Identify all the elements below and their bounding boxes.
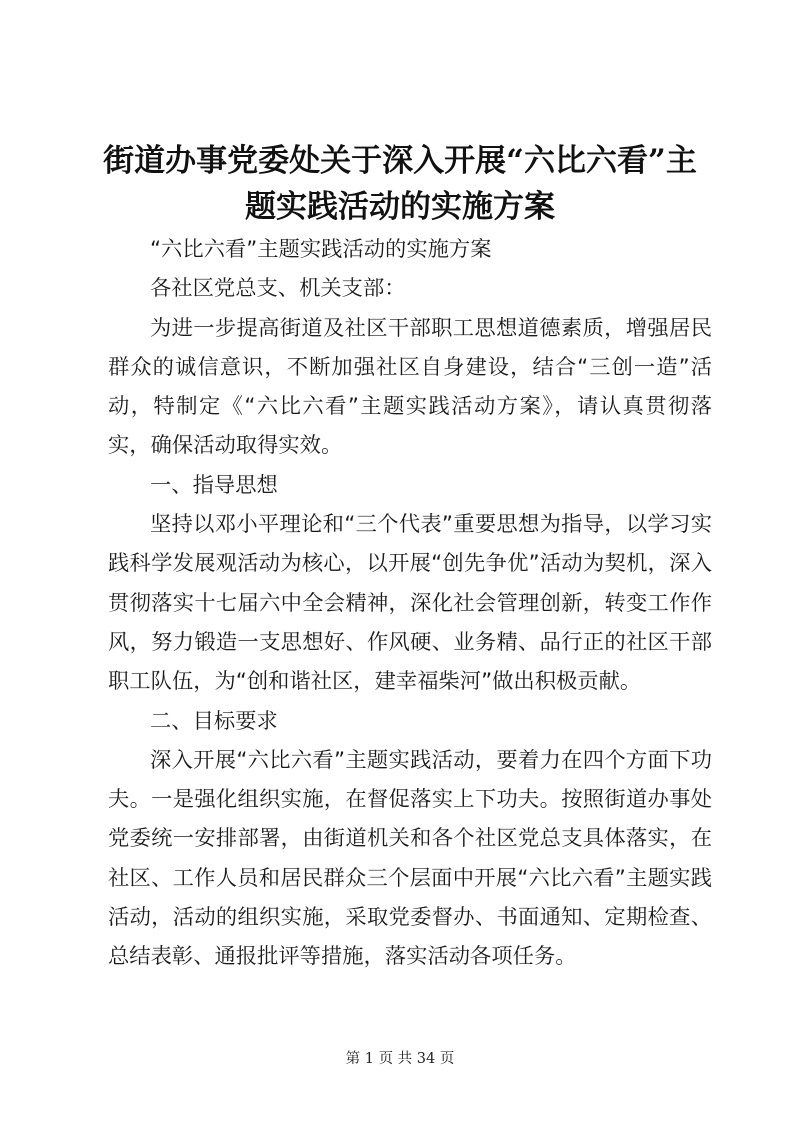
guiding-ideology-paragraph: 坚持以邓小平理论和“三个代表”重要思想为指导，以学习实践科学发展观活动为核心，以开展“创先争优”活动为契机，深入贯彻落实十七届六中全会精神，深化社会管理创新，转变工作作风，努力锻造一支思想好、作风硬、业务精、品行正的社区干部职工队伍，为“创和谐社区，建幸福柴河”做出积极贡献。 [108, 512, 712, 695]
intro-paragraph: 为进一步提高街道及社区干部职工思想道德素质，增强居民群众的诚信意识，不断加强社区自身建设，结合“三创一造”活动，特制定《“六比六看”主题实践活动方案》，请认真贯彻落实，确保活动取得实效。 [108, 315, 712, 459]
section-heading-guiding-ideology: 一、指导思想 [150, 472, 278, 498]
document-body [108, 230, 712, 977]
section-heading-goals: 二、目标要求 [150, 708, 278, 734]
salutation-paragraph: 各社区党总支、机关支部： [150, 276, 406, 302]
subtitle-paragraph: “六比六看”主题实践活动的实施方案 [150, 237, 492, 262]
document-title: 街道办事党委处关于深入开展“六比六看”主题实践活动的实施方案 [103, 143, 697, 225]
goals-paragraph: 深入开展“六比六看”主题实践活动，要着力在四个方面下功夫。一是强化组织实施，在督促落实上下功夫。按照街道办事处党委统一安排部署，由街道机关和各个社区党总支具体落实，在社区、工作人员和居民群众三个层面中开展“六比六看”主题实践活动，活动的组织实施，采取党委督办、书面通知、定期检查、总结表彰、通报批评等措施，落实活动各项任务。 [108, 747, 712, 970]
page-number-footer: 第 1 页 共 34 页 [345, 1051, 455, 1067]
